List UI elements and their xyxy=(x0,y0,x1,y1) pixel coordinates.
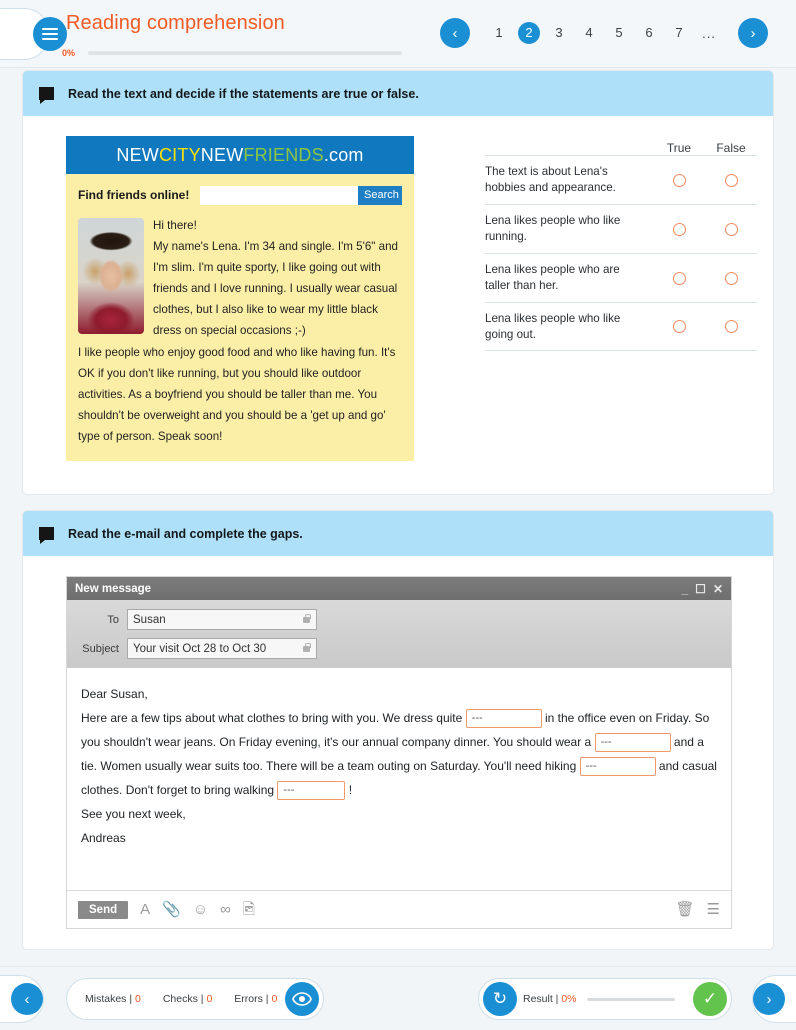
statement-text: The text is about Lena's hobbies and appearance. xyxy=(485,165,616,194)
gap-input-2[interactable]: --- xyxy=(595,733,671,752)
search-button[interactable]: Search xyxy=(358,186,402,205)
pagination xyxy=(440,18,768,48)
score-panel xyxy=(66,978,324,1020)
radio-cell-false xyxy=(705,223,757,236)
email-fields xyxy=(67,600,731,668)
emoji-smiley-icon[interactable]: ☺ xyxy=(192,901,209,918)
column-header-false: False xyxy=(716,141,746,155)
score-checks-value: 0 xyxy=(206,993,213,1005)
page-ellipsis: ... xyxy=(702,25,716,41)
radio-cell-false xyxy=(705,272,757,285)
page-number-2[interactable]: 2 xyxy=(518,22,540,44)
footer-bar xyxy=(0,966,796,1030)
radio-cell-false xyxy=(705,320,757,333)
exercise-card-reading xyxy=(22,70,774,495)
eye-icon[interactable] xyxy=(285,982,319,1016)
table-row xyxy=(485,302,757,351)
logo-part-friends: FRIENDS xyxy=(243,144,324,165)
subject-label: Subject xyxy=(82,642,119,655)
radio-true-1[interactable] xyxy=(673,174,686,187)
page-number-3[interactable]: 3 xyxy=(555,25,563,40)
maximize-icon[interactable]: ☐ xyxy=(695,581,706,596)
score-errors-value: 0 xyxy=(271,993,278,1005)
radio-true-2[interactable] xyxy=(673,223,686,236)
minimize-icon[interactable]: _ xyxy=(681,581,689,596)
profile-paragraph-1: Hi there! xyxy=(153,219,197,232)
lock-icon xyxy=(303,646,310,652)
progress-track xyxy=(88,51,402,55)
page-number-4[interactable]: 4 xyxy=(585,25,593,40)
score-errors xyxy=(234,993,277,1005)
subject-field xyxy=(127,638,317,659)
eye-glyph xyxy=(292,992,312,1006)
body-segment-4: and casual clothes. Don't forget to bring walking xyxy=(81,759,717,797)
task-bar-1 xyxy=(23,71,773,116)
find-friends-label: Find friends online! xyxy=(78,188,190,202)
lock-icon xyxy=(303,617,310,623)
email-greeting: Dear Susan, xyxy=(81,687,148,701)
site-logo xyxy=(66,136,414,174)
format-text-icon[interactable]: A xyxy=(140,901,151,918)
result-label-text: Result | xyxy=(523,993,559,1005)
more-options-icon[interactable]: ☰ xyxy=(706,901,720,918)
table-row xyxy=(485,155,757,204)
radio-cell-true xyxy=(653,223,705,236)
email-signature: Andreas xyxy=(81,831,126,845)
insert-image-icon[interactable]: 🖻 xyxy=(242,901,255,918)
task-bar-2 xyxy=(23,511,773,556)
to-label: To xyxy=(107,613,119,626)
body-segment-1: Here are a few tips about what clothes to bring with you. We dress quite xyxy=(81,711,466,725)
hamburger-menu-icon[interactable] xyxy=(33,17,67,51)
delete-trash-icon[interactable]: 🗑 xyxy=(675,901,695,918)
radio-cell-true xyxy=(653,174,705,187)
gap-input-3[interactable]: --- xyxy=(580,757,656,776)
body-segment-3: and a tie. Women usually wear suits too. There will be a team outing on Saturday. You'll need hiking xyxy=(81,735,704,773)
logo-part-dotcom: .com xyxy=(323,144,364,165)
statement-text: Lena likes people who are taller than her. xyxy=(485,263,620,292)
email-toolbar xyxy=(67,890,731,928)
email-signoff: See you next week, xyxy=(81,807,186,821)
result-value: 0% xyxy=(561,993,577,1005)
progress-percent-label: 0% xyxy=(62,48,76,58)
score-errors-label: Errors | xyxy=(234,993,269,1005)
exercise-card-email xyxy=(22,510,774,950)
email-compose-window xyxy=(66,576,732,929)
gap-input-4[interactable]: --- xyxy=(277,781,345,800)
search-input[interactable] xyxy=(200,186,358,205)
close-icon[interactable]: ✕ xyxy=(712,581,723,596)
result-progress-track xyxy=(587,998,675,1001)
result-panel xyxy=(478,978,732,1020)
page-number-7[interactable]: 7 xyxy=(675,25,683,40)
radio-true-3[interactable] xyxy=(673,272,686,285)
attachment-paperclip-icon[interactable]: 📎 xyxy=(162,901,181,918)
logo-part-new2: NEW xyxy=(200,144,244,165)
site-search-row xyxy=(78,184,402,206)
page-number-6[interactable]: 6 xyxy=(645,25,653,40)
logo-part-city: CITY xyxy=(158,144,201,165)
footer-prev-chevron-left-icon[interactable]: ‹ xyxy=(11,983,43,1015)
score-checks-label: Checks | xyxy=(162,993,204,1005)
email-window-title: New message xyxy=(75,582,152,595)
column-header-true: True xyxy=(666,141,692,155)
logo-part-new1: NEW xyxy=(116,144,159,165)
speech-bubble-icon xyxy=(39,527,54,540)
body-segment-2: in the office even on Friday. So you shouldn't wear jeans. On Friday evening, it's our annual company dinner. You should wear a xyxy=(81,711,710,749)
task-instruction-2: Read the e-mail and complete the gaps. xyxy=(68,526,303,541)
pagination-next-chevron-right-icon[interactable]: › xyxy=(738,18,768,48)
profile-paragraph-3: I like people who enjoy good food and who like having fun. It's OK if you don't like running, but you should like outdoor activities. As a boyfriend you should be taller than me. You shouldn't be overweight and you should be a 'get up and go' type of person. Speak soon! xyxy=(78,345,396,443)
to-field xyxy=(127,609,317,630)
radio-cell-true xyxy=(653,272,705,285)
body-segment-5: ! xyxy=(345,783,353,797)
true-false-table xyxy=(485,131,757,351)
radio-false-4[interactable] xyxy=(725,320,738,333)
page-number-1[interactable]: 1 xyxy=(495,25,503,40)
avatar xyxy=(78,218,144,334)
email-subject-row xyxy=(67,637,731,660)
radio-true-4[interactable] xyxy=(673,320,686,333)
hamburger-bars xyxy=(42,25,58,43)
table-header-row xyxy=(485,131,757,155)
subject-value: Your visit Oct 28 to Oct 30 xyxy=(133,642,267,655)
table-row xyxy=(485,253,757,302)
email-to-row xyxy=(67,608,731,631)
profile-text xyxy=(78,215,402,447)
header-bar xyxy=(0,0,796,68)
score-mistakes-value: 0 xyxy=(135,993,141,1005)
profile-paragraph-2: My name's Lena. I'm 34 and single. I'm 5'6" and I'm slim. I'm quite sporty, I like going out with friends and I love running. I usually wear casual clothes, but I also like to wear my little black dress on special occasions ;-) xyxy=(153,240,398,338)
progress-bar xyxy=(62,48,402,58)
email-body xyxy=(67,668,731,890)
email-cloze-paragraph xyxy=(81,706,717,802)
to-value: Susan xyxy=(133,613,166,626)
footer-next-chevron-right-icon[interactable]: › xyxy=(753,983,785,1015)
radio-false-3[interactable] xyxy=(725,272,738,285)
table-row xyxy=(485,204,757,253)
statement-text: Lena likes people who like going out. xyxy=(485,311,621,341)
speech-bubble-icon xyxy=(39,87,54,100)
check-icon[interactable]: ✓ xyxy=(693,982,727,1016)
radio-cell-true xyxy=(653,320,705,333)
score-mistakes-label: Mistakes | xyxy=(85,993,133,1005)
radio-cell-false xyxy=(705,174,757,187)
page-title: Reading comprehension xyxy=(66,12,285,34)
send-button[interactable]: Send xyxy=(78,901,128,919)
gap-input-1[interactable]: --- xyxy=(466,709,542,728)
result-label xyxy=(523,993,577,1005)
profile-website-mock xyxy=(66,136,414,461)
radio-false-2[interactable] xyxy=(725,223,738,236)
pagination-prev-chevron-left-icon[interactable]: ‹ xyxy=(440,18,470,48)
score-mistakes xyxy=(85,993,141,1005)
radio-false-1[interactable] xyxy=(725,174,738,187)
task-instruction-1: Read the text and decide if the statements are true or false. xyxy=(68,86,419,101)
link-chain-icon[interactable]: ∞ xyxy=(220,901,231,918)
page-number-5[interactable]: 5 xyxy=(615,25,623,40)
score-checks xyxy=(163,993,212,1005)
statement-text: Lena likes people who like running. xyxy=(485,214,621,243)
refresh-icon[interactable]: ↻ xyxy=(483,982,517,1016)
site-body xyxy=(66,174,414,461)
email-title-bar xyxy=(67,577,731,600)
